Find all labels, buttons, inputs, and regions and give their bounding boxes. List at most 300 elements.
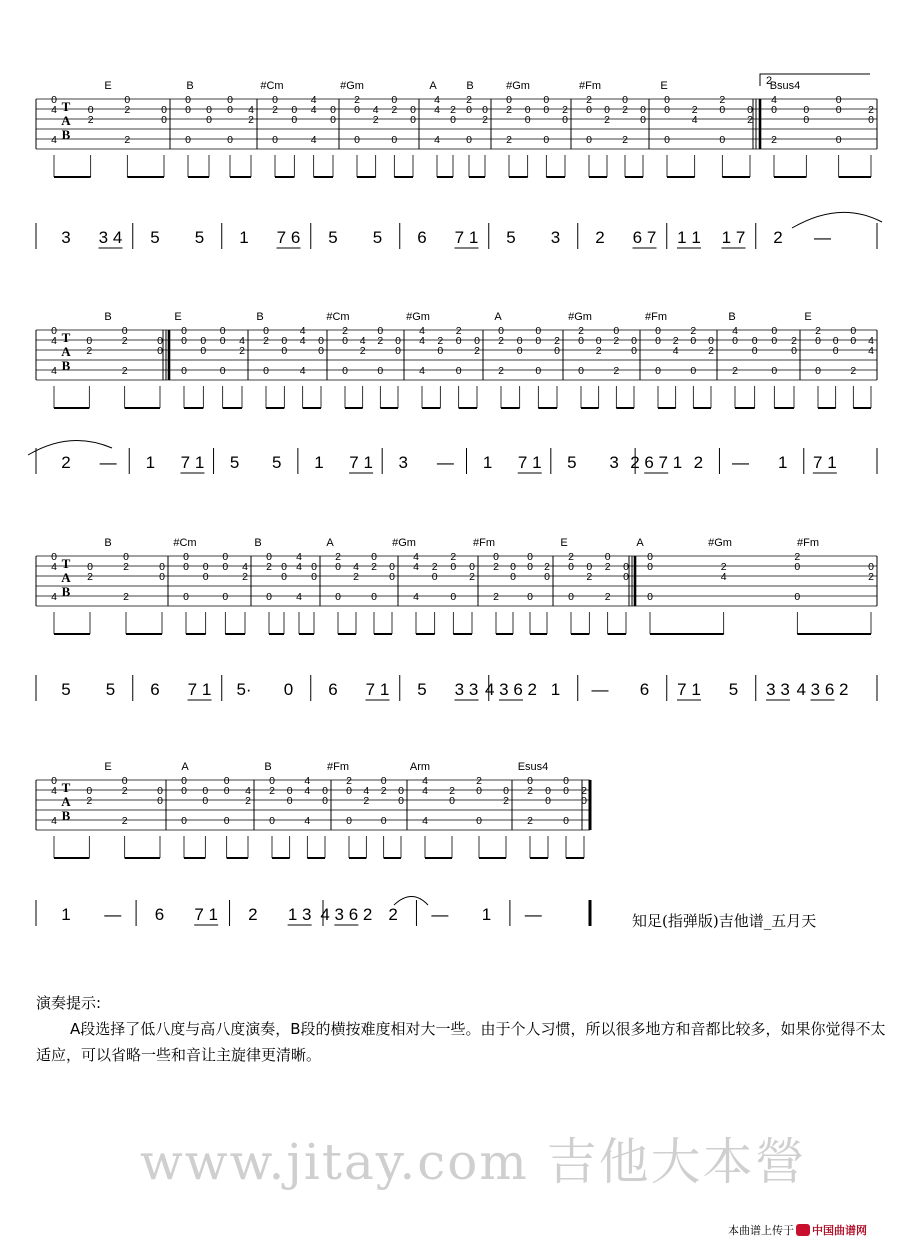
fret-number: 4	[691, 114, 698, 126]
fret-number: 0	[690, 365, 697, 377]
chord-name: #Gm	[568, 311, 592, 323]
fret-number: 0	[455, 335, 462, 347]
fret-number: 0	[398, 785, 404, 797]
jianpu-note: —	[436, 453, 454, 472]
fret-number: 0	[269, 775, 275, 787]
fret-number: 2	[568, 551, 574, 563]
tips-title: 演奏提示:	[36, 994, 102, 1012]
fret-number: 2	[506, 104, 512, 116]
fret-number: 2	[391, 104, 398, 116]
fret-number: 4	[51, 335, 57, 347]
fret-number: 0	[631, 335, 637, 347]
fret-number: 0	[330, 104, 336, 116]
chord-name: E	[560, 537, 568, 549]
fret-number: 0	[87, 104, 94, 116]
fret-number: 0	[647, 591, 653, 603]
jianpu-note: 2	[595, 228, 605, 247]
jianpu-note: —	[732, 453, 750, 472]
fret-number: 0	[482, 104, 488, 116]
fret-number: 4	[299, 365, 306, 377]
fret-number: 0	[850, 335, 857, 347]
fret-number: 4	[363, 785, 370, 797]
fret-number: 0	[181, 325, 187, 337]
fret-number: 2	[272, 104, 278, 116]
fret-number: 4	[310, 104, 317, 116]
fret-number: 0	[655, 365, 661, 377]
fret-number: 2	[476, 775, 482, 787]
jianpu-note: 5	[372, 228, 383, 247]
fret-number: 4	[434, 104, 440, 116]
fret-number: 0	[535, 365, 542, 377]
fret-number: 0	[469, 561, 475, 573]
fret-number: 0	[543, 134, 550, 146]
fret-number: 0	[389, 571, 395, 583]
fret-number: 0	[354, 134, 360, 146]
fret-number: 0	[868, 114, 874, 126]
fret-number: 4	[296, 591, 302, 603]
fret-number: 0	[466, 134, 472, 146]
jianpu-note: —	[814, 228, 831, 247]
jianpu-note: —	[104, 905, 122, 924]
jianpu-note: 1 7	[721, 228, 746, 247]
fret-number: 2	[242, 571, 248, 583]
jianpu-note: 6	[639, 680, 650, 699]
fret-number: 0	[159, 571, 165, 583]
fret-number: 2	[604, 561, 611, 573]
tab-clef-letter: B	[61, 358, 71, 373]
fret-number: 0	[771, 365, 778, 377]
fret-number: 4	[413, 551, 419, 563]
fret-number: 2	[482, 114, 488, 126]
volta-number: 2	[766, 75, 773, 87]
fret-number: 0	[719, 104, 726, 116]
fret-number: 0	[474, 335, 480, 347]
fret-number: 0	[311, 571, 317, 583]
fret-number: 2	[794, 551, 801, 563]
jianpu-note: 1 3	[287, 905, 312, 924]
fret-number: 0	[631, 345, 637, 357]
fret-number: 0	[803, 114, 810, 126]
fret-number: 0	[159, 561, 165, 573]
fret-number: 2	[672, 335, 679, 347]
fret-number: 0	[732, 335, 738, 347]
fret-number: 0	[395, 335, 401, 347]
fret-number: 0	[51, 325, 57, 337]
fret-number: 0	[202, 571, 209, 583]
jianpu-note: 1	[481, 905, 492, 924]
fret-number: 0	[516, 335, 523, 347]
fret-number: 0	[398, 795, 404, 807]
fret-number: 2	[377, 335, 384, 347]
chord-name: #Gm	[406, 311, 430, 323]
fret-number: 0	[346, 785, 352, 797]
chord-name: B	[254, 537, 262, 549]
fret-number: 0	[832, 335, 839, 347]
fret-number: 0	[391, 94, 398, 106]
fret-number: 0	[568, 561, 574, 573]
jianpu-note: 3	[61, 228, 71, 247]
fret-number: 0	[219, 325, 226, 337]
fret-number: 0	[794, 591, 801, 603]
tab-clef-letter: T	[61, 330, 71, 345]
fret-number: 0	[647, 561, 653, 573]
fret-number: 2	[248, 114, 254, 126]
fret-number: 0	[181, 815, 187, 827]
fret-number: 0	[527, 561, 533, 573]
fret-number: 0	[543, 104, 550, 116]
chord-name: Esus4	[517, 761, 549, 773]
jianpu-note: —	[591, 680, 609, 699]
fret-number: 4	[419, 335, 425, 347]
fret-number: 0	[516, 345, 523, 357]
fret-number: 2	[469, 571, 475, 583]
jianpu-note: 5	[328, 228, 338, 247]
tab-clef-letter: A	[61, 113, 71, 128]
fret-number: 0	[157, 345, 163, 357]
fret-number: 0	[506, 94, 512, 106]
fret-number: 0	[578, 335, 584, 347]
fret-number: 0	[272, 134, 278, 146]
jianpu-note: 2	[248, 905, 258, 924]
tab-clef-letter: B	[61, 584, 71, 599]
fret-number: 0	[771, 335, 778, 347]
fret-number: 0	[545, 785, 551, 797]
jianpu-note: 5	[272, 453, 282, 472]
fret-number: 0	[380, 775, 387, 787]
fret-number: 4	[304, 775, 311, 787]
jianpu-note: 7 1	[517, 453, 542, 472]
fret-number: 2	[506, 134, 512, 146]
fret-number: 2	[498, 365, 504, 377]
jianpu-note: 3 3	[454, 680, 479, 699]
chord-name: B	[728, 311, 736, 323]
jianpu-note: 5	[105, 680, 116, 699]
fret-number: 0	[391, 134, 398, 146]
fret-number: 2	[604, 591, 611, 603]
fret-number: 2	[455, 325, 462, 337]
fret-number: 0	[183, 561, 189, 573]
fret-number: 0	[219, 335, 226, 347]
fret-number: 0	[161, 104, 167, 116]
fret-number: 0	[850, 325, 857, 337]
fret-number: 0	[623, 571, 629, 583]
fret-number: 2	[493, 591, 499, 603]
fret-number: 4	[51, 134, 57, 146]
jianpu-note: 4 3 6 2	[485, 680, 537, 699]
fret-number: 4	[51, 365, 57, 377]
fret-number: 2	[554, 335, 560, 347]
fret-number: 0	[437, 345, 444, 357]
chord-name: #Fm	[645, 311, 667, 323]
fret-number: 0	[476, 815, 482, 827]
fret-number: 0	[121, 325, 128, 337]
fret-number: 2	[86, 795, 93, 807]
fret-number: 4	[310, 134, 317, 146]
fret-number: 0	[206, 114, 212, 126]
fret-number: 4	[672, 345, 679, 357]
fret-number: 2	[335, 551, 341, 563]
jianpu-note: 1	[61, 905, 71, 924]
fret-number: 0	[664, 94, 670, 106]
fret-number: 0	[719, 134, 726, 146]
fret-number: 0	[266, 551, 272, 563]
fret-number: 0	[503, 785, 509, 797]
jianpu-note: 7 1	[813, 453, 837, 472]
fret-number: 0	[342, 335, 348, 347]
jianpu-note: 5	[150, 228, 160, 247]
fret-number: 0	[751, 335, 758, 347]
fret-number: 0	[527, 591, 533, 603]
jianpu-note: 1	[482, 453, 493, 472]
fret-number: 0	[181, 365, 187, 377]
fret-number: 2	[450, 551, 457, 563]
fret-number: 0	[543, 94, 550, 106]
fret-number: 0	[121, 775, 128, 787]
fret-number: 2	[498, 335, 504, 347]
fret-number: 2	[791, 335, 797, 347]
jianpu-note: 5	[728, 680, 739, 699]
chord-name: A	[636, 537, 644, 549]
fret-number: 0	[832, 345, 839, 357]
fret-number: 0	[183, 551, 189, 563]
fret-number: 0	[622, 94, 628, 106]
fret-number: 0	[266, 591, 272, 603]
fret-number: 0	[227, 94, 233, 106]
fret-number: 0	[562, 114, 568, 126]
fret-number: 2	[720, 561, 727, 573]
fret-number: 0	[281, 571, 287, 583]
fret-number: 0	[318, 345, 324, 357]
fret-number: 2	[586, 94, 592, 106]
fret-number: 2	[372, 114, 379, 126]
jianpu-note: 7 1	[677, 680, 701, 699]
chord-name: E	[660, 80, 668, 92]
fret-number: 0	[200, 335, 207, 347]
upload-site: 中国曲谱网	[812, 1224, 867, 1237]
fret-number: 4	[372, 104, 379, 116]
jianpu-note: 2	[388, 905, 398, 924]
fret-number: 2	[450, 104, 456, 116]
jianpu-note: 1	[314, 453, 324, 472]
fret-number: 2	[581, 785, 587, 797]
fret-number: 0	[803, 104, 810, 116]
song-title: 知足(指弹版)吉他谱_五月天	[632, 912, 817, 930]
fret-number: 0	[86, 785, 93, 797]
chord-name: A	[326, 537, 334, 549]
fret-number: 0	[87, 561, 93, 573]
fret-number: 4	[51, 815, 57, 827]
fret-number: 0	[510, 571, 516, 583]
fret-number: 0	[527, 775, 533, 787]
fret-number: 0	[124, 94, 131, 106]
fret-number: 0	[263, 325, 269, 337]
fret-number: 0	[269, 815, 275, 827]
fret-number: 0	[354, 104, 360, 116]
fret-number: 4	[248, 104, 254, 116]
fret-number: 0	[586, 104, 592, 116]
fret-number: 2	[87, 114, 94, 126]
fret-number: 0	[51, 551, 57, 563]
fret-number: 4	[422, 815, 428, 827]
chord-name: B	[466, 80, 474, 92]
fret-number: 2	[346, 775, 352, 787]
fret-number: 2	[527, 785, 533, 797]
fret-number: 0	[291, 104, 298, 116]
fret-number: 0	[535, 335, 542, 347]
fret-number: 0	[771, 104, 777, 116]
chord-name: #Cm	[260, 80, 284, 92]
fret-number: 0	[791, 345, 797, 357]
chord-name: #Cm	[326, 311, 350, 323]
jianpu-note: 4 3 6 2	[796, 680, 849, 699]
fret-number: 0	[181, 335, 187, 347]
tab-clef-letter: T	[61, 556, 71, 571]
jianpu-note: 1	[550, 680, 561, 699]
fret-number: 0	[185, 104, 191, 116]
fret-number: 0	[794, 561, 801, 573]
fret-number: 0	[286, 785, 293, 797]
fret-number: 0	[771, 325, 778, 337]
fret-number: 0	[161, 114, 167, 126]
jianpu-note: 1	[777, 453, 788, 472]
jianpu-note: —	[99, 453, 117, 472]
fret-number: 4	[422, 785, 428, 797]
fret-number: 2	[868, 104, 874, 116]
fret-number: 0	[206, 104, 212, 116]
chord-name: E	[804, 311, 812, 323]
fret-number: 0	[377, 365, 384, 377]
fret-number: 2	[121, 785, 128, 797]
chord-name: B	[256, 311, 264, 323]
chord-name: Bsus4	[769, 80, 801, 92]
jianpu-line-2	[36, 448, 877, 474]
upload-credit	[728, 1222, 867, 1238]
fret-number: 0	[835, 94, 842, 106]
fret-number: 0	[222, 591, 229, 603]
jianpu-note: 3 3	[766, 680, 790, 699]
fret-number: 0	[554, 345, 560, 357]
chord-name: A	[181, 761, 189, 773]
fret-number: 0	[181, 785, 187, 797]
fret-number: 0	[202, 561, 209, 573]
site-logo-icon	[796, 1224, 810, 1236]
fret-number: 0	[157, 785, 163, 797]
fret-number: 2	[586, 571, 593, 583]
jianpu-note: 2 6 7 1	[630, 453, 683, 472]
fret-number: 4	[299, 335, 306, 347]
fret-number: 0	[281, 561, 287, 573]
fret-number: 4	[304, 785, 311, 797]
fret-number: 0	[223, 775, 230, 787]
fret-number: 0	[281, 335, 288, 347]
fret-number: 0	[815, 365, 821, 377]
fret-number: 0	[708, 335, 714, 347]
fret-number: 0	[291, 114, 298, 126]
tab-clef-letter: B	[61, 127, 71, 142]
fret-number: 2	[691, 104, 698, 116]
jianpu-note: —	[431, 905, 449, 924]
fret-number: 0	[751, 345, 758, 357]
fret-number: 4	[51, 785, 57, 797]
fret-number: 2	[437, 335, 444, 347]
fret-number: 2	[622, 134, 628, 146]
chord-name: #Cm	[173, 537, 197, 549]
jianpu-note: 3	[609, 453, 619, 472]
fret-number: 2	[123, 591, 129, 603]
fret-number: 2	[747, 114, 753, 126]
jianpu-note: 1	[239, 228, 249, 247]
fret-number: 2	[527, 815, 533, 827]
chord-name: #Gm	[340, 80, 364, 92]
fret-number: 4	[353, 561, 359, 573]
fret-number: 0	[157, 795, 163, 807]
fret-number: 0	[223, 785, 230, 797]
jianpu-note: 7 1	[194, 905, 219, 924]
fret-number: 0	[604, 551, 611, 563]
fret-number: 0	[389, 561, 395, 573]
jianpu-note: 7 1	[187, 680, 212, 699]
fret-number: 2	[449, 785, 455, 797]
fret-number: 2	[613, 335, 620, 347]
fret-number: 0	[322, 795, 328, 807]
fret-number: 4	[413, 561, 419, 573]
fret-number: 0	[272, 94, 278, 106]
jianpu-note: 6	[154, 905, 165, 924]
jianpu-note: 6	[328, 680, 338, 699]
fret-number: 4	[359, 335, 366, 347]
fret-number: 2	[123, 561, 129, 573]
chord-name: #Gm	[392, 537, 416, 549]
jianpu-note: 3 4	[98, 228, 123, 247]
fret-number: 0	[581, 795, 587, 807]
fret-number: 0	[568, 591, 574, 603]
fret-number: 0	[431, 571, 438, 583]
fret-number: 2	[380, 785, 387, 797]
chord-name: #Fm	[797, 537, 819, 549]
jianpu-note: 1	[145, 453, 156, 472]
fret-number: 0	[335, 561, 341, 573]
jianpu-note: 6 7	[632, 228, 657, 247]
jianpu-note: 7 1	[349, 453, 373, 472]
fret-number: 0	[563, 775, 569, 787]
fret-number: 0	[377, 325, 384, 337]
fret-number: 0	[466, 104, 472, 116]
chord-name: E	[104, 80, 112, 92]
fret-number: 0	[342, 365, 348, 377]
fret-number: 0	[815, 335, 821, 347]
fret-number: 0	[311, 561, 317, 573]
chord-name: E	[174, 311, 182, 323]
jianpu-note: 4 3 6 2	[320, 905, 373, 924]
fret-number: 0	[510, 561, 516, 573]
fret-number: 0	[183, 591, 189, 603]
fret-number: 4	[51, 104, 57, 116]
fret-number: 0	[450, 561, 457, 573]
jianpu-note: 2	[61, 453, 71, 472]
fret-number: 0	[410, 114, 416, 126]
fret-number: 4	[771, 94, 777, 106]
fret-number: 0	[613, 325, 620, 337]
fret-number: 0	[493, 551, 499, 563]
jianpu-note: 2	[773, 228, 783, 247]
fret-number: 4	[419, 325, 425, 337]
fret-number: 0	[655, 335, 661, 347]
jianpu-note: —	[524, 905, 542, 924]
chord-name: B	[264, 761, 272, 773]
chord-name: B	[104, 537, 112, 549]
tie-arc	[792, 212, 882, 228]
fret-number: 2	[371, 561, 377, 573]
